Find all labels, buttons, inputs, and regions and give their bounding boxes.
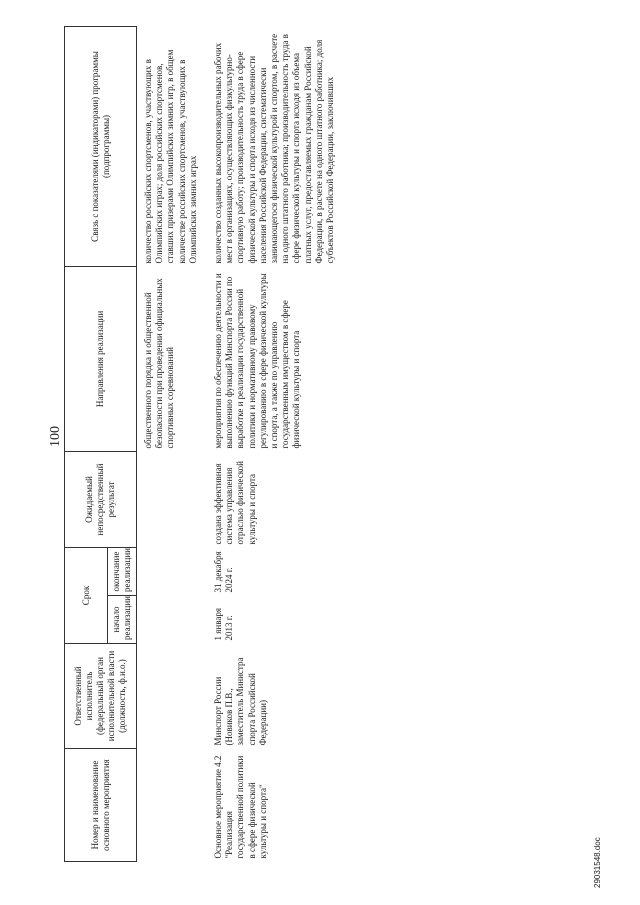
cell-end <box>137 547 202 595</box>
cell-end: 31 декабря 2024 г. <box>213 551 235 593</box>
header-term: Срок <box>65 547 108 643</box>
cell-link-indicators: количество созданных высокопроизводительных рабочих мест в организациях, осуществляющих физкультурно-спортивную работу; производительность труда в сфере физической культуры и спорта исходя из численности населения Российской Федерации, систематически занимающегося физической культурой и спортом, в расчете на одного штатного работника; производительность труда в сфере физической культуры и спорта исходя из объема платных услуг, предоставляемых гражданам Российской Федерации, в расчете на одного штатного работника; доля субъектов Российской Федерации, заключивших <box>213 33 336 264</box>
header-number-name: Номер и наименование основного мероприятия <box>65 749 137 862</box>
table-row <box>137 26 202 861</box>
header-link-indicators: Связь с показателями (индикаторами) программы (подпрограммы) <box>65 26 137 266</box>
page-number: 100 <box>48 426 63 447</box>
header-expected-result: Ожидаемый непосредственный результат <box>65 451 137 547</box>
header-directions: Направления реализации <box>65 266 137 451</box>
cell-responsible: Минспорт России (Новиков П.В., заместитель Министра спорта Российской Федерации) <box>213 657 268 746</box>
cell-expected-result: создана эффективная система управления отраслью физической культуры и спорта <box>213 461 257 545</box>
cell-link-indicators: количество российских спортсменов, участвующих в Олимпийских играх; доля российских спортсменов, ставших призерами Олимпийских зимних игр, в общем количестве российских спортсменов, участвующих в Олимпийских зимних играх <box>143 49 198 264</box>
cell-directions: мероприятия по обеспечению деятельности и выполнению функций Минспорта России по выработке и реализации государственной политики и нормативному правовому регулированию в сфере физической культуры и спорта, а также по управлению государственным имуществом в сфере физической культуры и спорта <box>213 273 302 449</box>
cell-number-name <box>137 749 202 862</box>
cell-start: 1 января 2013 г. <box>213 608 235 641</box>
cell-number-name: Основное мероприятие 4.2 "Реализация государственной политики в сфере физической культуры и спорта" <box>213 755 268 859</box>
header-responsible: Ответственный исполнитель (федеральный орган исполнительной власти (должность, ф.и.о.) <box>65 644 137 749</box>
cell-directions: общественного порядка и общественной безопасности при проведении официальных спортивных соревнований <box>143 278 176 449</box>
cell-expected-result <box>137 451 202 547</box>
cell-responsible <box>137 644 202 749</box>
header-term-end: окончание реализации <box>108 547 137 595</box>
activities-table <box>64 26 338 862</box>
table-row <box>201 26 338 861</box>
cell-start <box>137 596 202 644</box>
rotated-table-sheet <box>64 27 629 862</box>
header-term-start: начало реализации <box>108 596 137 644</box>
document-code: 29031548.doc <box>593 837 602 888</box>
